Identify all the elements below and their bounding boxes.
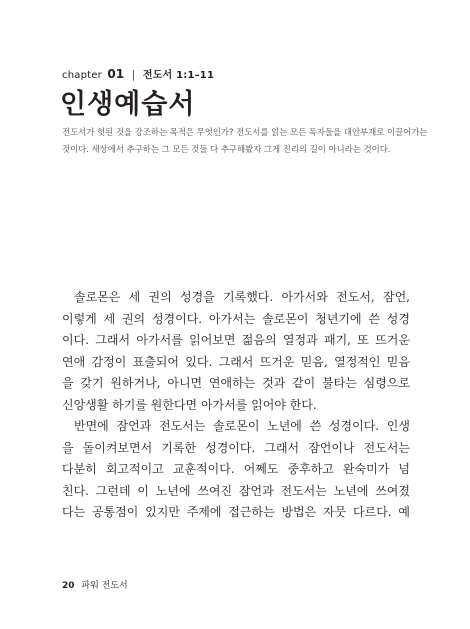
body-line: 다는 공통점이 있지만 주제에 접근하는 방법은 자뭇 다르다. 예	[62, 505, 410, 519]
intro-summary	[62, 124, 428, 158]
chapter-separator: |	[131, 68, 136, 81]
body-line: 이렇게 세 권의 성경이다. 아가서는 솔로몬이 청년기에 쓴 성경	[62, 311, 410, 326]
chapter-header	[62, 66, 214, 81]
chapter-label: chapter	[62, 70, 102, 81]
intro-line: 것이다. 세상에서 추구하는 그 모든 것들 다 추구해봤자 그게 진리의 길이 아니라는 것이다.	[62, 144, 391, 154]
body-line: 반면에 잠언과 전도서는 솔로몬이 노년에 쓴 성경이다. 인생	[74, 419, 410, 433]
chapter-number: 01	[107, 67, 125, 81]
body-line: 신앙생활 하기를 원한다면 아가서를 읽어야 한다.	[62, 397, 317, 412]
body-line: 친다. 그런데 이 노년에 쓰여진 잠언과 전도서는 노년에 쓰여졌	[62, 483, 410, 498]
body-line: 을 돌이켜보면서 기록한 성경이다. 그래서 잠언이나 전도서는	[62, 440, 410, 455]
running-title: 파워 전도서	[81, 581, 128, 591]
body-line: 솔로몬은 세 권의 성경을 기록했다. 아가서와 전도서, 잠언,	[74, 290, 410, 304]
body-line: 을 갖기 원하거나, 아니면 연애하는 것과 같이 불타는 심령으로	[62, 376, 410, 390]
chapter-title: 인생예습서	[60, 89, 196, 120]
intro-line: 전도서가 헛된 것을 강조하는 목적은 무엇인가? 전도서를 읽는 모든 독자들을 대안부재로 이끌어가는	[62, 127, 428, 137]
page-number: 20	[62, 581, 75, 591]
body-text	[62, 287, 410, 524]
body-line: 다분히 회고적이고 교훈적이다. 어쩨도 중후하고 완숙미가 넘	[62, 462, 410, 476]
page-footer	[62, 578, 128, 591]
scripture-reference: 전도서 1:1–11	[142, 70, 215, 81]
body-line: 이다. 그래서 아가서를 읽어보면 젊음의 열정과 패기, 또 뜨거운	[62, 333, 410, 347]
body-line: 연애 감정이 표출되어 있다. 그래서 뜨거운 믿음, 열정적인 믿음	[62, 354, 410, 369]
